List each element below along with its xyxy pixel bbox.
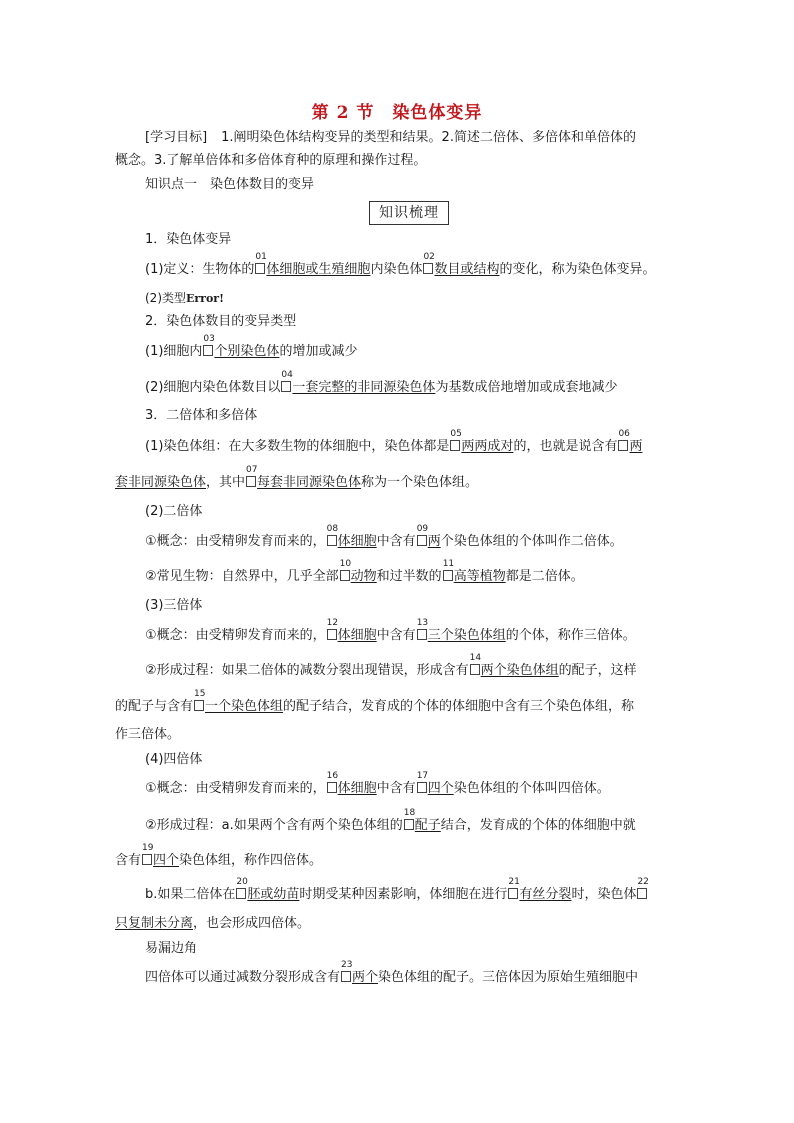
- learning-goal-text-1: 1.阐明染色体结构变异的类型和结果。2.简述二倍体、多倍体和单倍体的: [221, 130, 636, 145]
- answer-blank: 每套非同源染色体: [257, 475, 362, 490]
- blank-marker: 19: [142, 854, 152, 865]
- blank-marker: 13: [417, 629, 427, 640]
- answer-blank: 只复制未分离: [115, 916, 194, 931]
- diploid-concept: ①概念：由受精卵发育而来的， 08 体细胞中含有 09 两个染色体组的个体叫作二倍体。: [145, 524, 623, 549]
- blank-marker: 12: [327, 629, 337, 640]
- variation-type-1: (1)细胞内 03 个别染色体的增加或减少: [145, 334, 358, 359]
- learning-goal-label: [学习目标]: [145, 130, 208, 145]
- answer-blank: 三个染色体组: [427, 628, 506, 643]
- answer-blank: 两: [427, 534, 441, 549]
- blank-marker: 21: [508, 888, 518, 899]
- tetraploid-formation-a-1: ②形成过程：a.如果两个含有两个染色体组的 18 配子结合，发育成的个体的体细胞中就: [145, 808, 636, 833]
- blank-marker: 05: [450, 440, 460, 451]
- learning-goal-line-2: 概念。3.了解单倍体和多倍体育种的原理和操作过程。: [115, 153, 427, 168]
- tetraploid-formation-b-1: b.如果二倍体在 20 胚或幼苗时期受某种因素影响，体细胞在进行 21 有丝分裂时，染色体 22: [145, 877, 649, 902]
- answer-blank: 数目或结构: [434, 262, 500, 277]
- answer-blank: 四个: [427, 781, 454, 796]
- tetraploid-formation-a-2: 含有 19 四个染色体组，称作四倍体。: [115, 843, 323, 868]
- answer-blank: 一个染色体组: [205, 699, 284, 714]
- note-text: 四倍体可以通过减数分裂形成含有 23 两个染色体组的配子。三倍体因为原始生殖细胞中: [145, 960, 639, 985]
- blank-marker: 15: [194, 700, 204, 711]
- answer-blank: 体细胞或生殖细胞: [266, 262, 371, 277]
- blank-marker: 08: [327, 535, 337, 546]
- blank-marker: 06: [618, 440, 628, 451]
- answer-blank: 动物: [350, 569, 377, 584]
- tetraploid-concept: ①概念：由受精卵发育而来的， 16 体细胞中含有 17 四个染色体组的个体叫四倍体。: [145, 771, 610, 796]
- blank-marker: 23: [341, 971, 351, 982]
- answer-blank: 套非同源染色体: [115, 475, 207, 490]
- blank-marker: 01: [255, 263, 265, 274]
- blank-marker: 02: [423, 263, 433, 274]
- answer-blank: 两个染色体组: [480, 663, 559, 678]
- blank-marker: 10: [340, 570, 350, 581]
- learning-goal-line-1: [145, 129, 679, 147]
- blank-marker: 22: [637, 888, 647, 899]
- chromosome-set-line-2: 套非同源染色体，其中 07 每套非同源染色体称为一个染色体组。: [115, 465, 479, 490]
- diploid-common-organisms: ②常见生物：自然界中，几乎全部 10 动物和过半数的 11 高等植物都是二倍体。: [145, 559, 584, 584]
- answer-blank: 高等植物: [453, 569, 506, 584]
- answer-blank: 体细胞: [337, 628, 377, 643]
- blank-marker: 11: [443, 570, 453, 581]
- section-heading: 知识点一 染色体数目的变异: [145, 177, 315, 192]
- triploid-heading: (3)三倍体: [145, 598, 203, 613]
- triploid-formation-2: 的配子与含有 15 一个染色体组的配子结合，发育成的个体的体细胞中含有三个染色体组，称: [115, 689, 635, 714]
- blank-marker: 09: [417, 535, 427, 546]
- tetraploid-formation-b-2: 只复制未分离，也会形成四倍体。: [115, 916, 311, 931]
- blank-marker: 16: [327, 782, 337, 793]
- triploid-formation-3: 作三倍体。: [115, 727, 181, 742]
- answer-blank: 四个: [153, 853, 180, 868]
- triploid-formation-1: ②形成过程：如果二倍体的减数分裂出现错误，形成含有 14 两个染色体组的配子，这样: [145, 653, 637, 678]
- error-text: Error!: [186, 292, 224, 305]
- heading-number-variation: 2．染色体数目的变异类型: [145, 314, 297, 329]
- chromosome-set-line-1: (1)染色体组：在大多数生物的体细胞中，染色体都是 05 两两成对的，也就是说含有 06 两: [145, 429, 643, 454]
- answer-blank: 胚或幼苗: [247, 887, 300, 902]
- blank-marker: 04: [281, 381, 291, 392]
- diploid-heading: (2)二倍体: [145, 504, 203, 519]
- blank-marker: 03: [203, 345, 213, 356]
- blank-marker: 17: [417, 782, 427, 793]
- heading-diploid-polyploid: 3．二倍体和多倍体: [145, 408, 258, 423]
- answer-blank: 有丝分裂: [519, 887, 572, 902]
- answer-blank: 两两成对: [461, 439, 514, 454]
- blank-marker: 20: [236, 888, 246, 899]
- answer-blank: 体细胞: [337, 534, 377, 549]
- page-title: 第 2 节 染色体变异: [311, 103, 483, 123]
- answer-blank: 体细胞: [337, 781, 377, 796]
- answer-blank: 两个: [352, 970, 379, 985]
- answer-blank: 两: [629, 439, 643, 454]
- heading-chromosome-variation: 1．染色体变异: [145, 232, 232, 247]
- knowledge-review-box: 知识梳理: [369, 201, 449, 225]
- blank-marker: 18: [404, 819, 414, 830]
- answer-blank: 配子: [414, 818, 441, 833]
- blank-marker: 07: [246, 476, 256, 487]
- triploid-concept: ①概念：由受精卵发育而来的， 12 体细胞中含有 13 三个染色体组的个体，称作三倍体。: [145, 618, 636, 643]
- blank-marker: 14: [470, 664, 480, 675]
- note-heading: 易漏边角: [145, 941, 198, 956]
- tetraploid-heading: (4)四倍体: [145, 752, 203, 767]
- variation-type-2: (2)细胞内染色体数目以 04 一套完整的非同源染色体为基数成倍地增加或成套地减少: [145, 370, 618, 395]
- type-line: (2)类型Error!: [145, 291, 224, 305]
- answer-blank: 一套完整的非同源染色体: [292, 380, 436, 395]
- answer-blank: 个别染色体: [214, 344, 280, 359]
- definition-line: (1)定义：生物体的 01 体细胞或生殖细胞内染色体 02 数目或结构的变化，称为染色体变异。: [145, 252, 656, 277]
